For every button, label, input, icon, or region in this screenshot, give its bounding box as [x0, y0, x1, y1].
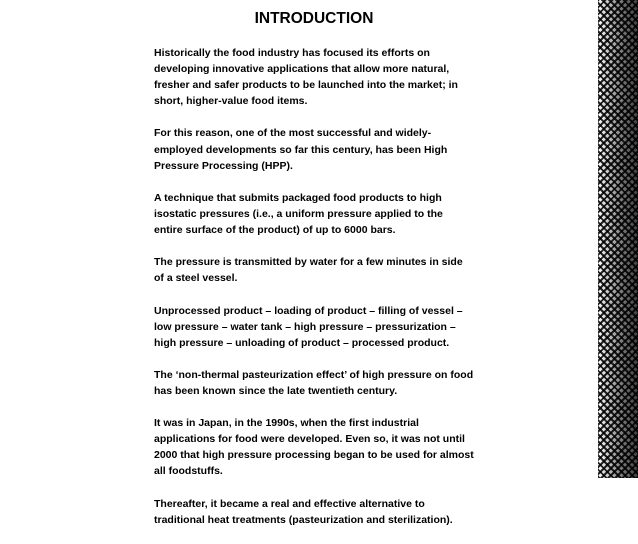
paragraph-3: A technique that submits packaged food products to high isostatic pressures (i.e., a uniform pressure applied to the entire surface of the product) of up to 6000 bars.	[154, 191, 443, 237]
decorative-texture-strip	[598, 0, 638, 478]
paragraph-5: Unprocessed product – loading of product – filling of vessel – low pressure – water tank – high pressure – pressurization – high pressure – unloading of product – processed product.	[154, 304, 463, 349]
paragraph-8: Thereafter, it became a real and effective alternative to traditional heat treatments (pasteurization and sterilization).	[154, 497, 453, 526]
paragraph-4: The pressure is transmitted by water for a few minutes in side of a steel vessel.	[154, 256, 463, 285]
slide-body	[154, 45, 474, 544]
paragraph-1: Historically the food industry has focused its efforts on developing innovative applications that allow more natural, fresher and safer products to be launched into the market; in short, higher-value food items.	[154, 47, 458, 108]
slide-title: INTRODUCTION	[254, 10, 374, 27]
paragraph-7: It was in Japan, in the 1990s, when the first industrial applications for food were developed. Even so, it was not until 2000 that high pressure processing began to be used for almost all foodstuffs.	[154, 417, 474, 478]
paragraph-6: The ‘non-thermal pasteurization effect’ of high pressure on food has been known since the late twentieth century.	[154, 368, 474, 397]
paragraph-2: For this reason, one of the most successful and widely-employed developments so far this century, has been High Pressure Processing (HPP).	[154, 127, 448, 172]
